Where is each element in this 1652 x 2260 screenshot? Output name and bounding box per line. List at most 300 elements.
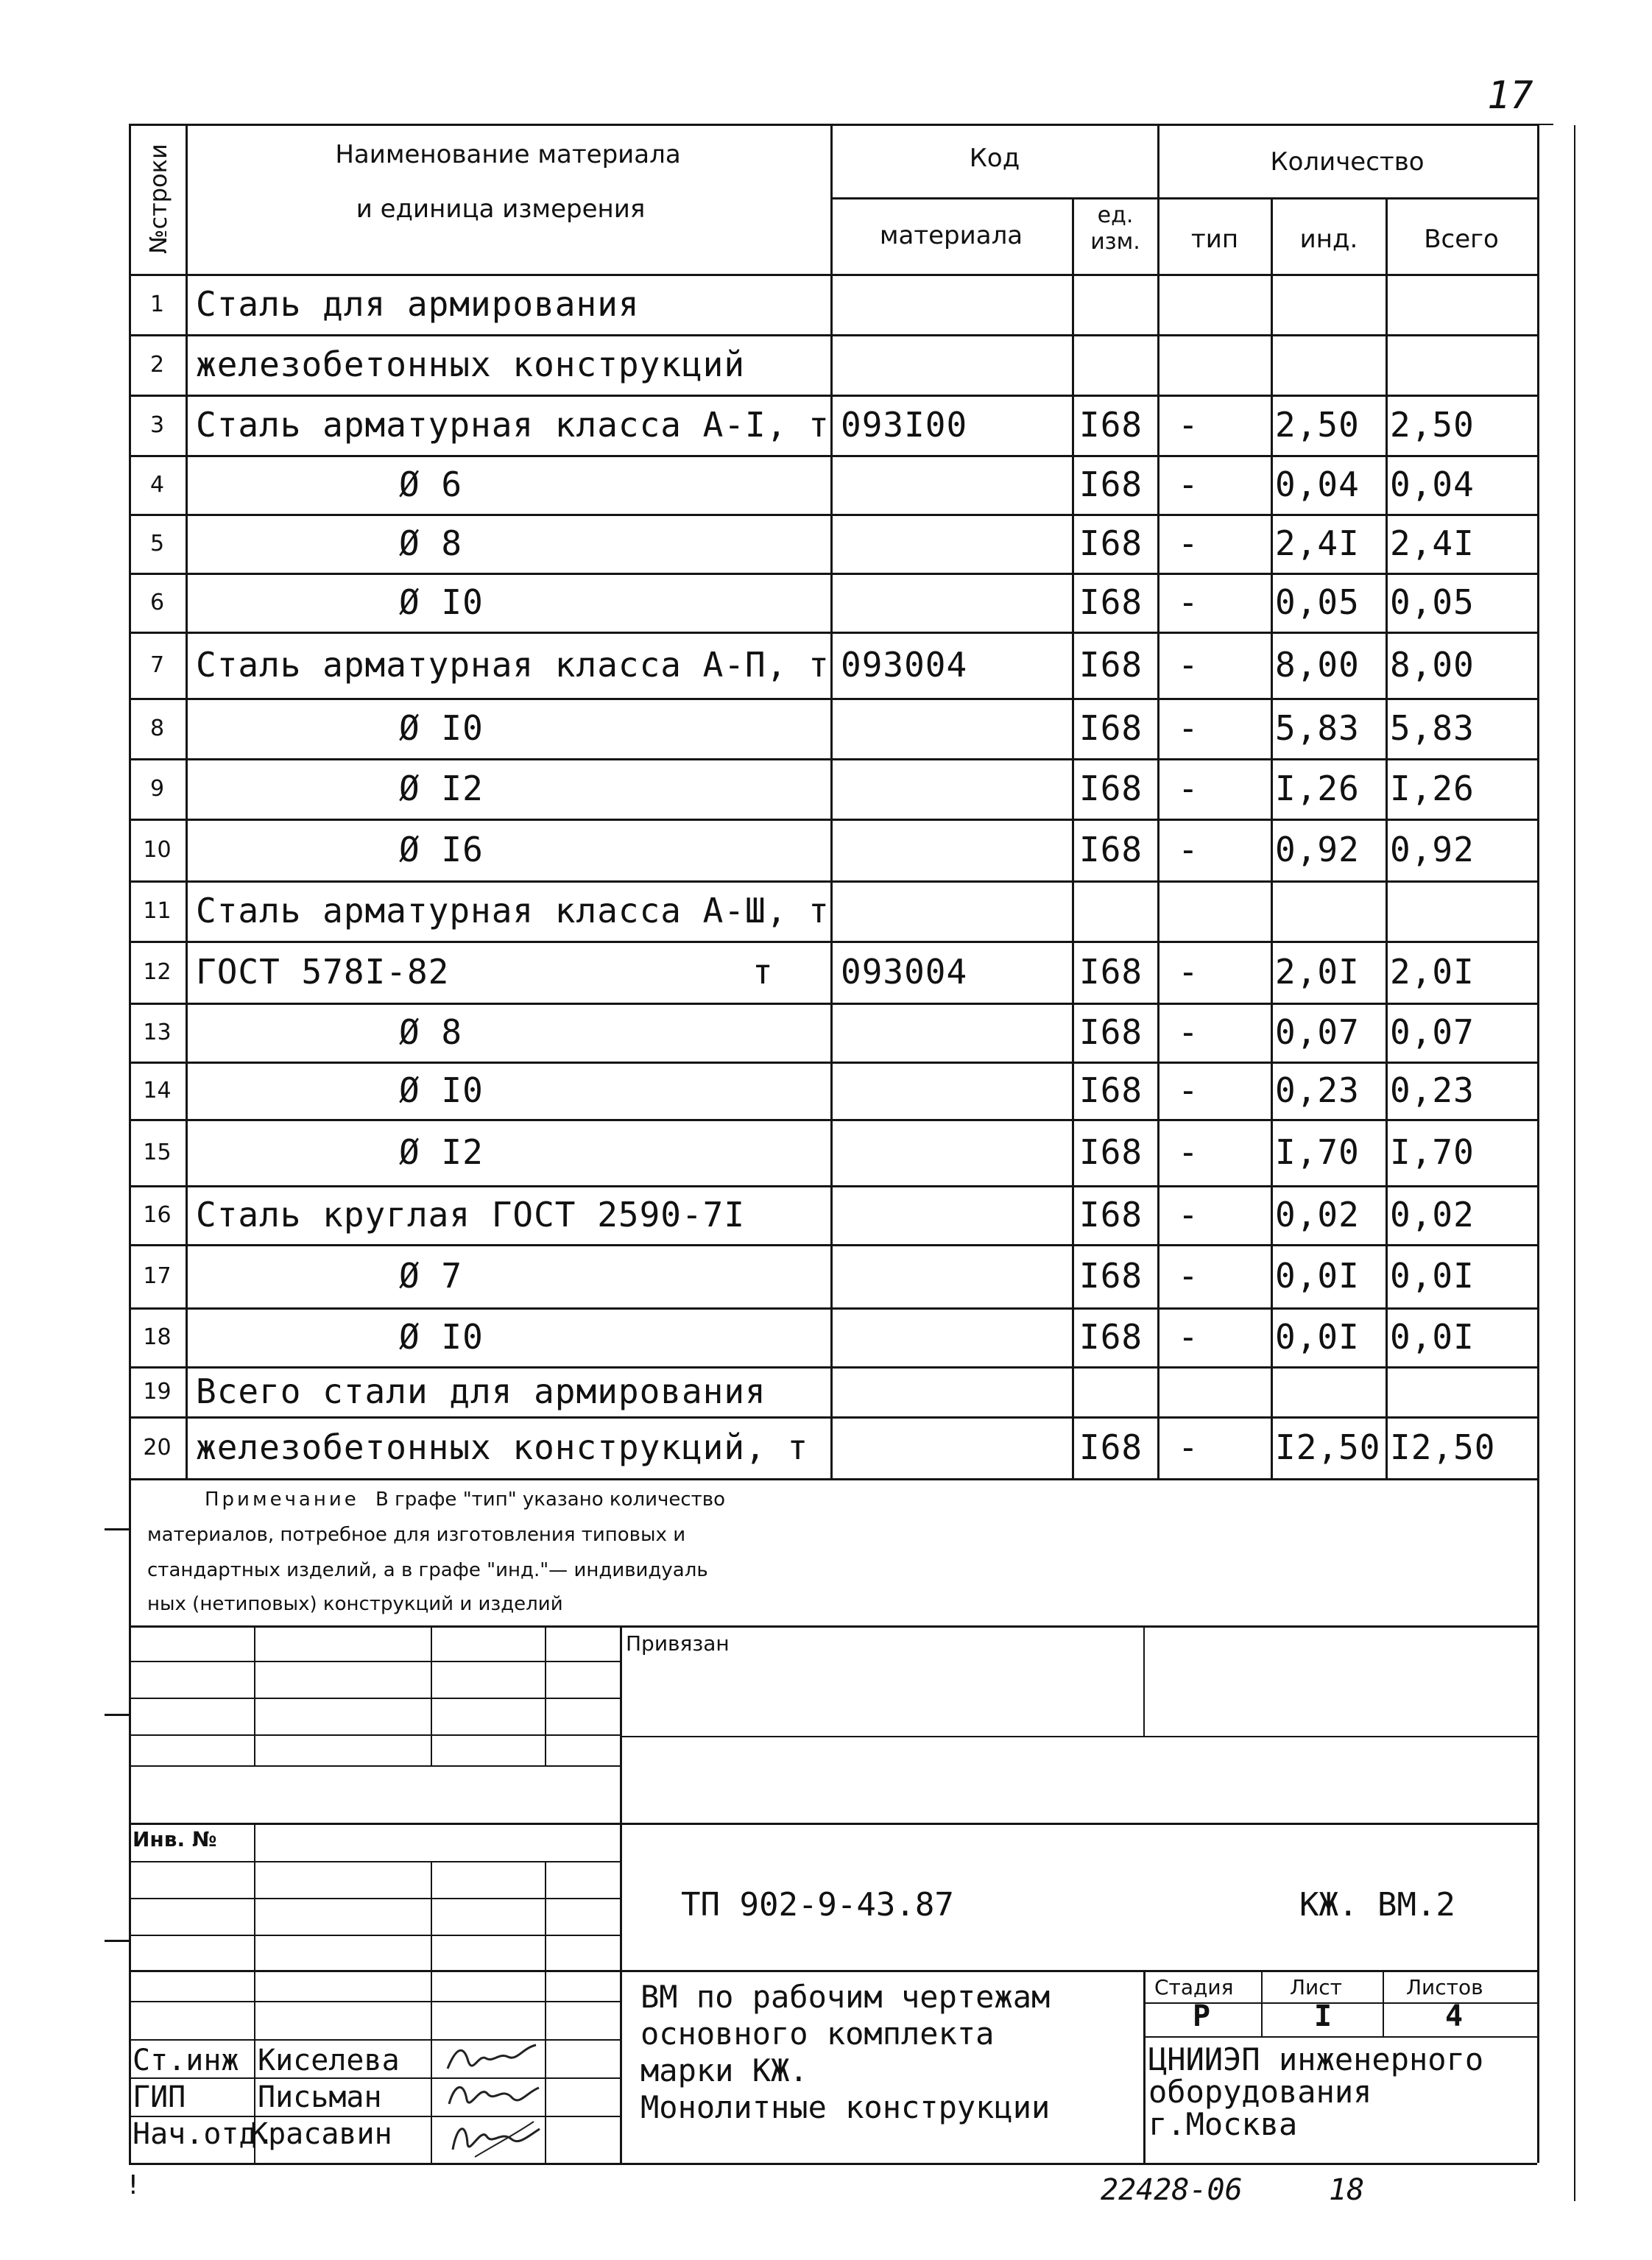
material-code-text: 093I00	[841, 405, 968, 445]
qty-type	[1157, 1062, 1271, 1119]
sheet-label: Лист	[1290, 1975, 1342, 1999]
note-line4: ных (нетиповых) конструкций и изделий	[147, 1593, 563, 1615]
row-number-text: 19	[143, 1378, 172, 1405]
material-name	[186, 1003, 830, 1062]
row-number	[129, 1003, 186, 1062]
unit-code	[1072, 1416, 1157, 1478]
title-line4: Монолитные конструкции	[640, 2089, 1051, 2125]
unit-code	[1072, 395, 1157, 455]
material-name	[186, 1244, 830, 1307]
qty-total	[1386, 514, 1537, 573]
margin-mark: !	[125, 2170, 141, 2200]
qty-type	[1157, 1185, 1271, 1244]
header-name-line2: и единица измерения	[356, 194, 646, 224]
material-code	[830, 1244, 1072, 1307]
qty-total-text: 2,4I	[1390, 523, 1475, 563]
qty-total	[1386, 1062, 1537, 1119]
qty-ind	[1271, 274, 1386, 334]
signature-krasavin	[445, 2114, 548, 2158]
qty-type-text: -	[1178, 1195, 1199, 1235]
stamp-row	[129, 1734, 620, 1736]
qty-type	[1157, 573, 1271, 632]
signature-pisman	[442, 2077, 545, 2116]
header-name-2	[188, 194, 813, 224]
unit-code-text: I68	[1079, 465, 1143, 504]
unit-code	[1072, 334, 1157, 395]
row-number-text: 8	[149, 715, 165, 741]
row-number-text: 16	[143, 1201, 172, 1228]
row-number-text: 6	[149, 589, 165, 615]
qty-type	[1157, 758, 1271, 819]
unit-code	[1072, 758, 1157, 819]
title-line3: марки КЖ.	[640, 2052, 808, 2088]
table-right-border	[1537, 124, 1539, 2163]
qty-total	[1386, 632, 1537, 698]
note-lead: Примечание	[205, 1489, 359, 1511]
row-number-text: 17	[143, 1263, 172, 1289]
material-name-text: железобетонных конструкций	[196, 345, 746, 384]
unit-code-text: I68	[1079, 645, 1143, 685]
stamp-row	[129, 1861, 620, 1862]
qty-ind	[1271, 1366, 1386, 1416]
material-code	[830, 632, 1072, 698]
material-code	[830, 1307, 1072, 1366]
page-number: 17	[1487, 74, 1533, 118]
stamp-row	[129, 1661, 620, 1662]
qty-total-text: 0,0I	[1390, 1256, 1475, 1296]
margin-tick	[105, 1714, 129, 1716]
unit-code	[1072, 1244, 1157, 1307]
qty-total	[1386, 455, 1537, 514]
row-number	[129, 514, 186, 573]
row-number	[129, 941, 186, 1003]
unit-code-text: I68	[1079, 1195, 1143, 1235]
qty-ind-text: 2,50	[1275, 405, 1360, 445]
material-name-text: Ø I0	[399, 1317, 484, 1357]
unit-code	[1072, 1003, 1157, 1062]
material-name-suffix: т	[752, 952, 774, 992]
qty-ind	[1271, 334, 1386, 395]
archive-number: 22428-06	[1101, 2173, 1243, 2207]
signature-kiseleva	[442, 2039, 545, 2077]
qty-ind-text: 0,0I	[1275, 1317, 1360, 1357]
table-top-border	[129, 124, 1537, 126]
material-code	[830, 1062, 1072, 1119]
row-number-text: 1	[149, 291, 165, 317]
unit-code	[1072, 455, 1157, 514]
row-number	[129, 274, 186, 334]
unit-code-text: I68	[1079, 1256, 1143, 1296]
row-number	[129, 698, 186, 758]
margin-tick	[105, 1940, 129, 1942]
stamp-row	[129, 2077, 620, 2079]
qty-total-text: 0,07	[1390, 1012, 1475, 1052]
material-name	[186, 758, 830, 819]
material-name-text: Сталь круглая ГОСТ 2590-7I	[196, 1195, 746, 1235]
sheet-code: КЖ. ВМ.2	[1299, 1886, 1455, 1924]
qty-total-text: 0,23	[1390, 1070, 1475, 1110]
stamp-org-top	[1143, 2036, 1537, 2038]
qty-total-text: 2,0I	[1390, 952, 1475, 992]
qty-type	[1157, 1366, 1271, 1416]
row-number-text: 14	[143, 1077, 172, 1103]
stamp-col	[431, 1625, 432, 1765]
row-number	[129, 455, 186, 514]
qty-total	[1386, 941, 1537, 1003]
qty-ind	[1271, 1185, 1386, 1244]
stamp-row	[129, 1935, 620, 1936]
stage-value: Р	[1193, 1999, 1211, 2033]
header-ind	[1273, 221, 1385, 258]
qty-ind-text: 0,92	[1275, 830, 1360, 869]
material-code	[830, 1366, 1072, 1416]
unit-code	[1072, 1062, 1157, 1119]
material-code	[830, 334, 1072, 395]
header-name-line1: Наименование материала	[335, 140, 681, 169]
qty-ind-text: 8,00	[1275, 645, 1360, 685]
signer-name: Письман	[258, 2080, 382, 2114]
qty-type-text: -	[1178, 1317, 1199, 1357]
stage-label: Стадия	[1154, 1975, 1234, 1999]
row-number	[129, 1062, 186, 1119]
material-name-text: Сталь арматурная класса А-I, т	[196, 405, 830, 445]
header-material-label: материала	[879, 221, 1023, 250]
qty-total	[1386, 1416, 1537, 1478]
material-code-text: 093004	[841, 952, 968, 992]
qty-total-text: 5,83	[1390, 708, 1475, 748]
qty-ind	[1271, 698, 1386, 758]
unit-code	[1072, 698, 1157, 758]
row-number	[129, 1416, 186, 1478]
material-name-text: Сталь арматурная класса А-Ш, т	[196, 891, 830, 931]
qty-type-text: -	[1178, 769, 1199, 808]
note-line2: материалов, потребное для изготовления типовых и	[147, 1524, 686, 1546]
material-name	[186, 1062, 830, 1119]
header-unit	[1074, 202, 1157, 255]
stamp-top-line	[129, 1625, 1537, 1628]
qty-type-text: -	[1178, 1070, 1199, 1110]
material-name-text: Ø I0	[399, 1070, 484, 1110]
qty-ind	[1271, 1062, 1386, 1119]
qty-ind-text: 2,0I	[1275, 952, 1360, 992]
signer-name: Красавин	[250, 2117, 392, 2151]
stamp-row	[129, 2039, 620, 2041]
qty-total	[1386, 698, 1537, 758]
org-line1: ЦНИИЭП инженерного	[1148, 2041, 1484, 2077]
header-rownum	[144, 144, 173, 254]
qty-total	[1386, 819, 1537, 880]
material-name-text: Ø 8	[399, 1012, 463, 1052]
qty-ind	[1271, 573, 1386, 632]
header-type-label: тип	[1190, 225, 1239, 254]
row-number-text: 18	[143, 1324, 172, 1350]
row-number	[129, 1244, 186, 1307]
qty-type-text: -	[1178, 645, 1199, 685]
qty-type-text: -	[1178, 405, 1199, 445]
row-number-text: 13	[143, 1019, 172, 1045]
material-name	[186, 455, 830, 514]
unit-code-text: I68	[1079, 405, 1143, 445]
stamp-col	[431, 1861, 432, 2163]
sheet-value: I	[1314, 1999, 1332, 2033]
qty-total	[1386, 573, 1537, 632]
row-number-text: 7	[149, 651, 165, 678]
material-name	[186, 632, 830, 698]
material-code	[830, 758, 1072, 819]
row-number-text: 10	[143, 836, 172, 863]
material-code	[830, 941, 1072, 1003]
material-name-text: ГОСТ 578I-82	[196, 952, 450, 992]
qty-ind-text: 0,07	[1275, 1012, 1360, 1052]
qty-total-text: 0,02	[1390, 1195, 1475, 1235]
qty-type-text: -	[1178, 952, 1199, 992]
title-line2: основного комплекта	[640, 2016, 995, 2052]
material-name	[186, 573, 830, 632]
row-number-text: 5	[149, 530, 165, 557]
material-code	[830, 1416, 1072, 1478]
header-code-label: Код	[969, 144, 1020, 173]
qty-total-text: I,70	[1390, 1132, 1475, 1172]
stamp-col	[254, 1823, 255, 2163]
qty-total-text: I,26	[1390, 769, 1475, 808]
qty-type	[1157, 819, 1271, 880]
header-quantity-label: Количество	[1270, 147, 1425, 177]
sheets-label: Листов	[1406, 1975, 1483, 1999]
unit-code-text: I68	[1079, 1317, 1143, 1357]
row-number-text: 12	[143, 958, 172, 985]
header-total	[1388, 221, 1535, 258]
unit-code	[1072, 1307, 1157, 1366]
row-number-text: 20	[143, 1434, 172, 1461]
qty-ind	[1271, 395, 1386, 455]
header-material	[833, 217, 1070, 254]
material-name-text: Ø 6	[399, 465, 463, 504]
table-body-bottom	[129, 1478, 1537, 1480]
unit-code	[1072, 632, 1157, 698]
qty-total-text: 2,50	[1390, 405, 1475, 445]
material-code	[830, 455, 1072, 514]
material-name	[186, 941, 830, 1003]
header-mid-line	[830, 197, 1537, 199]
row-number	[129, 395, 186, 455]
unit-code-text: I68	[1079, 1012, 1143, 1052]
material-name	[186, 1185, 830, 1244]
note-line1: В графе "тип" указано количество	[375, 1489, 726, 1511]
material-name	[186, 334, 830, 395]
row-number-text: 9	[149, 775, 165, 802]
material-name-text: Ø 7	[399, 1256, 463, 1296]
qty-ind-text: 0,0I	[1275, 1256, 1360, 1296]
qty-ind	[1271, 514, 1386, 573]
signer-role: ГИП	[133, 2080, 186, 2114]
stamp-stage-divider	[1143, 1970, 1146, 2163]
qty-total	[1386, 1366, 1537, 1416]
qty-ind-text: 0,05	[1275, 582, 1360, 622]
unit-code-text: I68	[1079, 1132, 1143, 1172]
row-number-text: 11	[143, 897, 172, 924]
qty-type-text: -	[1178, 1256, 1199, 1296]
qty-ind	[1271, 1416, 1386, 1478]
unit-code	[1072, 573, 1157, 632]
unit-code	[1072, 1366, 1157, 1416]
qty-ind	[1271, 632, 1386, 698]
unit-code	[1072, 514, 1157, 573]
material-code	[830, 1119, 1072, 1185]
qty-total	[1386, 1244, 1537, 1307]
qty-type-text: -	[1178, 582, 1199, 622]
qty-total	[1386, 1307, 1537, 1366]
material-name-text: Ø I0	[399, 708, 484, 748]
header-rownum-label: №строки	[144, 144, 172, 254]
stamp-row	[129, 1765, 620, 1767]
stamp-bound-bottom	[620, 1736, 1537, 1737]
material-code	[830, 514, 1072, 573]
title-line1: ВМ по рабочим чертежам	[640, 1979, 1051, 2015]
qty-ind	[1271, 758, 1386, 819]
material-name	[186, 395, 830, 455]
qty-type-text: -	[1178, 523, 1199, 563]
row-number	[129, 1119, 186, 1185]
inv-no-label: Инв. №	[133, 1827, 217, 1851]
qty-total-text: 0,05	[1390, 582, 1475, 622]
material-name-text: Сталь для армирования	[196, 284, 640, 324]
material-name-text: Ø I6	[399, 830, 484, 869]
qty-type	[1157, 1244, 1271, 1307]
row-number	[129, 819, 186, 880]
qty-ind	[1271, 941, 1386, 1003]
qty-ind-text: 2,4I	[1275, 523, 1360, 563]
qty-type	[1157, 274, 1271, 334]
org-line2: оборудования	[1148, 2074, 1372, 2110]
qty-ind	[1271, 880, 1386, 941]
unit-code-text: I68	[1079, 952, 1143, 992]
material-code	[830, 1003, 1072, 1062]
material-code	[830, 274, 1072, 334]
note-line3: стандартных изделий, а в графе "инд."— индивидуаль	[147, 1559, 708, 1581]
qty-type	[1157, 455, 1271, 514]
org-line3: г.Москва	[1148, 2106, 1298, 2142]
unit-code	[1072, 1119, 1157, 1185]
unit-code	[1072, 941, 1157, 1003]
header-name	[188, 140, 828, 169]
material-name-text: Всего стали для армирования	[196, 1371, 766, 1411]
material-name-text: Сталь арматурная класса А-П, т	[196, 645, 830, 685]
material-name	[186, 698, 830, 758]
row-number	[129, 758, 186, 819]
material-code	[830, 395, 1072, 455]
header-unit-line1: ед.	[1097, 202, 1134, 228]
qty-ind-text: 0,23	[1275, 1070, 1360, 1110]
qty-type	[1157, 395, 1271, 455]
qty-ind	[1271, 1119, 1386, 1185]
header-type	[1159, 221, 1270, 258]
material-name-text: Ø 8	[399, 523, 463, 563]
qty-type	[1157, 941, 1271, 1003]
qty-total	[1386, 758, 1537, 819]
unit-code	[1072, 819, 1157, 880]
row-number	[129, 880, 186, 941]
stamp-bottom-line	[129, 2163, 1537, 2165]
qty-total	[1386, 880, 1537, 941]
qty-ind	[1271, 819, 1386, 880]
qty-type-text: -	[1178, 708, 1199, 748]
qty-ind	[1271, 1307, 1386, 1366]
qty-total	[1386, 274, 1537, 334]
material-code	[830, 573, 1072, 632]
material-code	[830, 698, 1072, 758]
qty-type-text: -	[1178, 465, 1199, 504]
stamp-code-bottom	[129, 1970, 1537, 1972]
row-number	[129, 632, 186, 698]
margin-tick	[105, 1528, 129, 1530]
signer-role: Нач.отд.	[133, 2117, 275, 2151]
qty-type-text: -	[1178, 1132, 1199, 1172]
unit-code-text: I68	[1079, 1070, 1143, 1110]
header-unit-line2: изм.	[1090, 229, 1140, 255]
material-name-text: Ø I2	[399, 1132, 484, 1172]
qty-type	[1157, 334, 1271, 395]
row-number	[129, 573, 186, 632]
qty-ind	[1271, 1244, 1386, 1307]
stamp-row	[129, 2001, 620, 2002]
stamp-main-divider	[620, 1625, 622, 2163]
header-ind-label: инд.	[1299, 225, 1358, 254]
signer-name: Киселева	[258, 2044, 400, 2077]
stamp-inv-line	[129, 1823, 1537, 1825]
row-number	[129, 1366, 186, 1416]
footer-page: 18	[1329, 2173, 1365, 2207]
drawing-title	[640, 1979, 1050, 2126]
qty-type	[1157, 1307, 1271, 1366]
material-name-text: Ø I2	[399, 769, 484, 808]
material-name	[186, 1307, 830, 1366]
bound-label: Привязан	[626, 1631, 730, 1656]
unit-code-text: I68	[1079, 1427, 1143, 1467]
qty-total	[1386, 334, 1537, 395]
qty-type-text: -	[1178, 1427, 1199, 1467]
unit-code	[1072, 1185, 1157, 1244]
header-total-label: Всего	[1424, 225, 1499, 254]
material-name	[186, 514, 830, 573]
sheets-value: 4	[1445, 1999, 1464, 2033]
qty-type-text: -	[1178, 1012, 1199, 1052]
header-quantity	[1159, 144, 1535, 180]
doc-code: ТП 902-9-43.87	[681, 1886, 954, 1924]
material-name-text: железобетонных конструкций, т	[196, 1427, 809, 1467]
stamp-col	[254, 1625, 255, 1765]
row-number	[129, 334, 186, 395]
qty-total-text: 0,0I	[1390, 1317, 1475, 1357]
margin-line	[1574, 125, 1575, 2201]
row-number	[129, 1307, 186, 1366]
qty-total	[1386, 395, 1537, 455]
unit-code-text: I68	[1079, 830, 1143, 869]
unit-code	[1072, 880, 1157, 941]
material-code-text: 093004	[841, 645, 968, 685]
material-name	[186, 819, 830, 880]
qty-total-text: 0,04	[1390, 465, 1475, 504]
unit-code-text: I68	[1079, 708, 1143, 748]
qty-ind-text: 5,83	[1275, 708, 1360, 748]
material-name-text: Ø I0	[399, 582, 484, 622]
qty-type	[1157, 1119, 1271, 1185]
row-number	[129, 1185, 186, 1244]
material-name	[186, 1416, 830, 1478]
qty-ind-text: I2,50	[1275, 1427, 1381, 1467]
stamp-row	[129, 1698, 620, 1699]
qty-ind	[1271, 455, 1386, 514]
material-name	[186, 880, 830, 941]
